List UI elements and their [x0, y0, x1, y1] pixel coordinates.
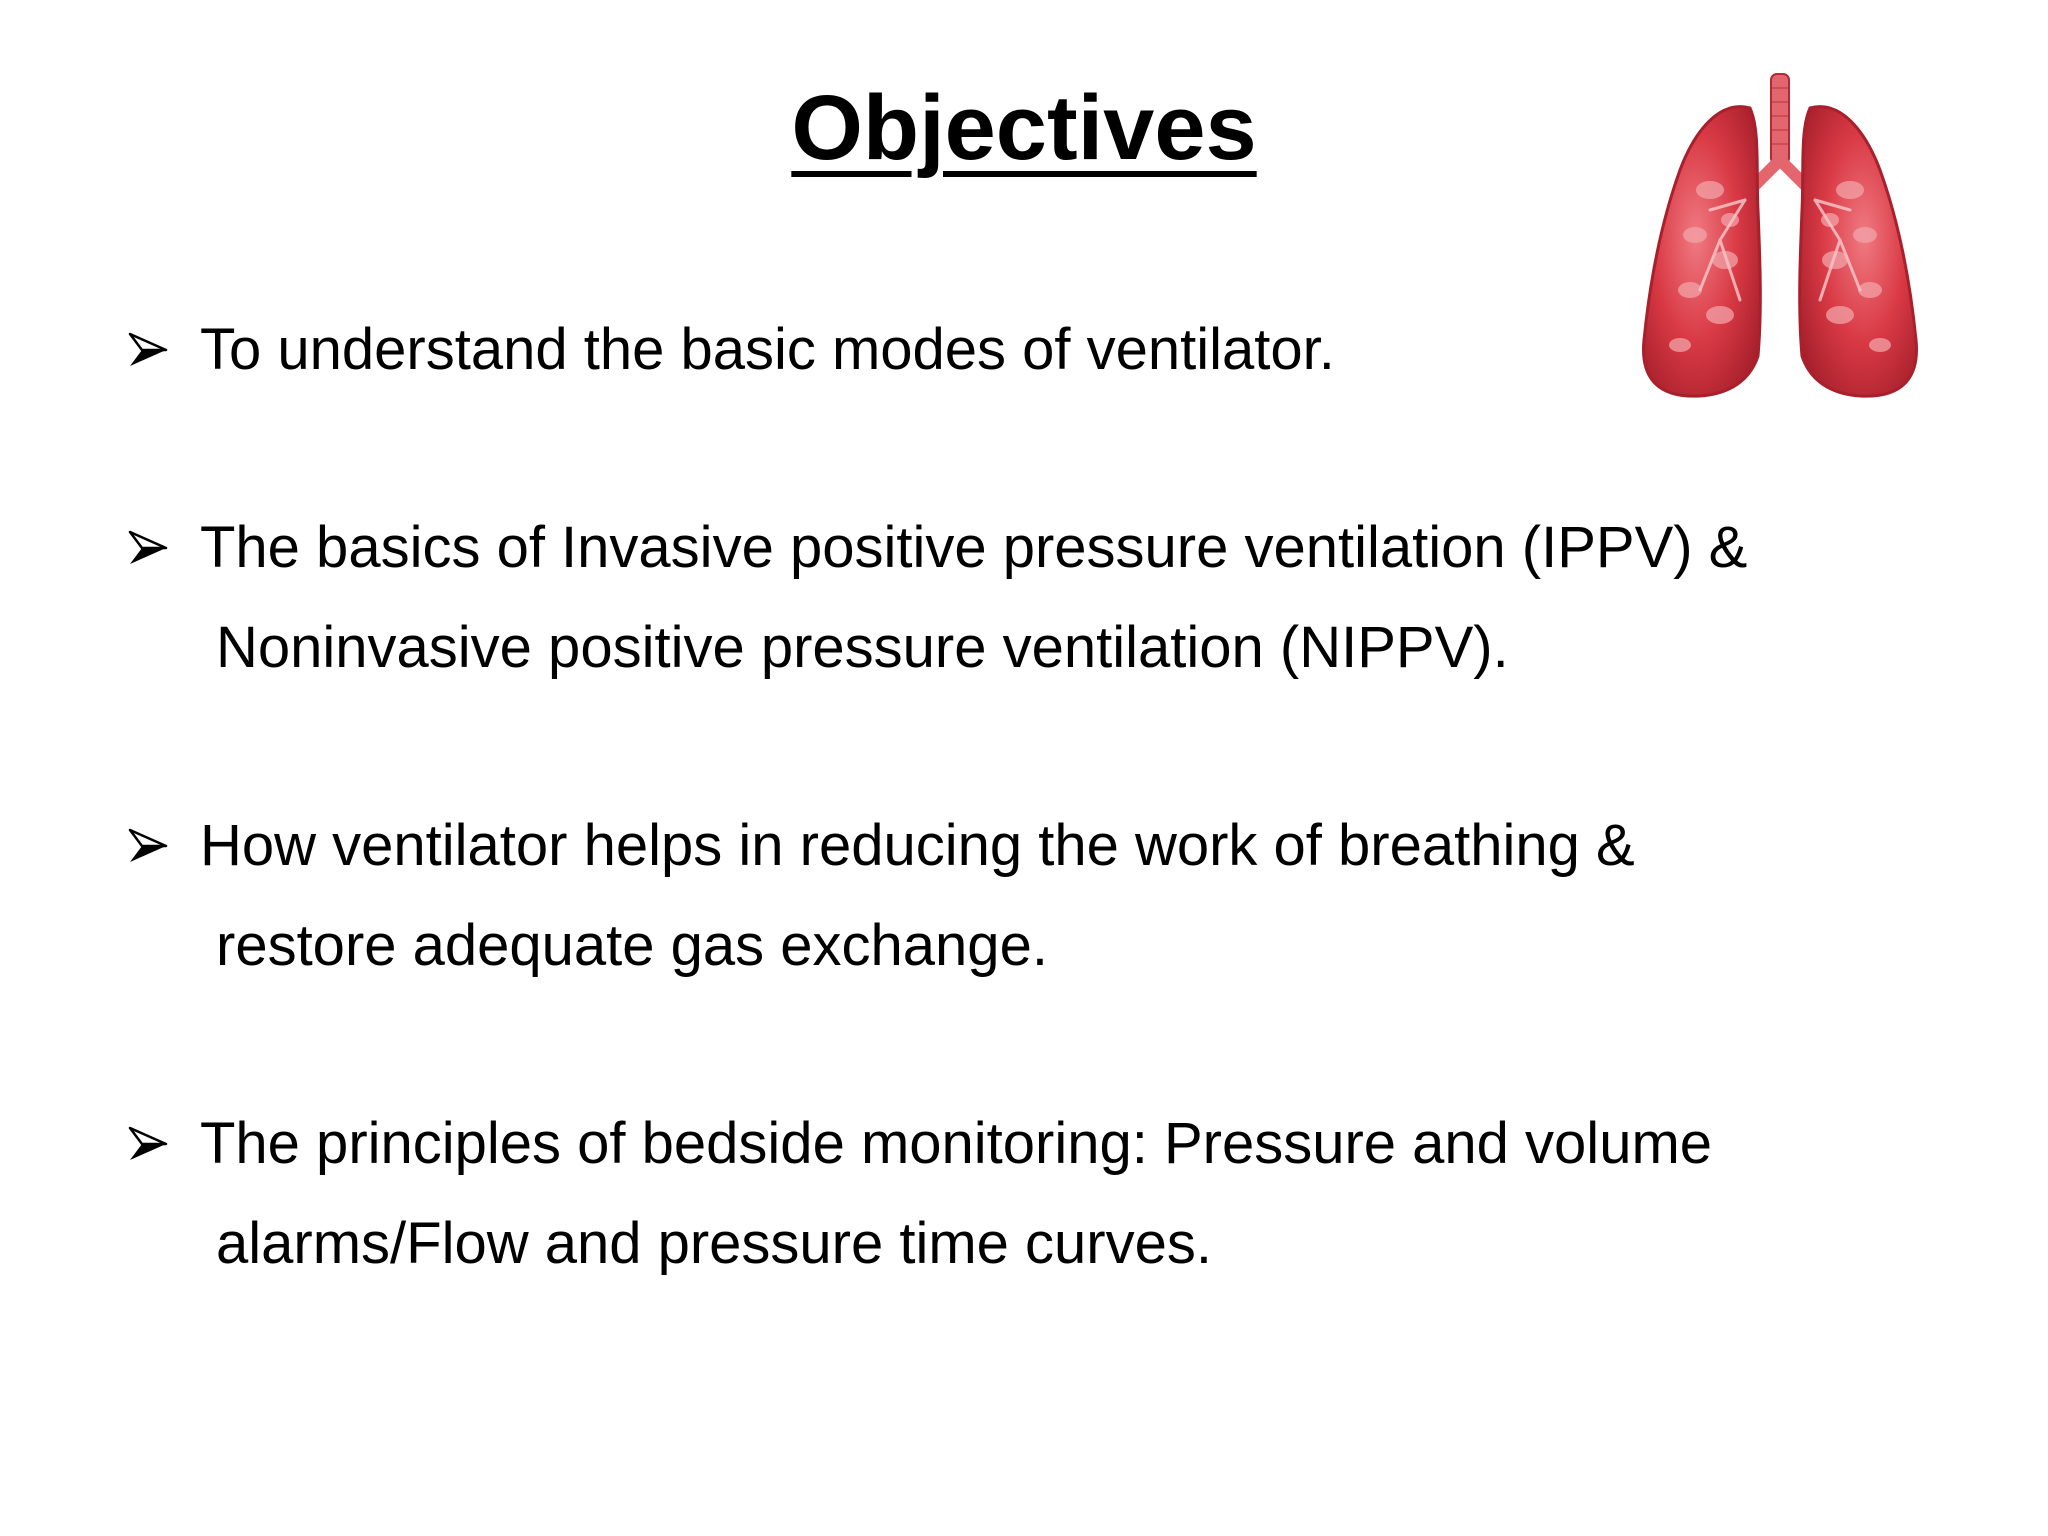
bullet-line-1: To understand the basic modes of ventilator.	[200, 317, 1335, 382]
arrowhead-bullet-icon	[128, 332, 168, 368]
arrowhead-bullet-icon	[128, 1126, 168, 1162]
bullet-line-2: Noninvasive positive pressure ventilation (NIPPV).	[216, 615, 1509, 680]
bullet-line-1: The basics of Invasive positive pressure ventilation (IPPV) &	[200, 515, 1748, 580]
bullet-line-1: How ventilator helps in reducing the work of breathing &	[200, 813, 1635, 878]
bullet-line-2: alarms/Flow and pressure time curves.	[216, 1211, 1212, 1276]
bullet-line-1: The principles of bedside monitoring: Pressure and volume	[200, 1111, 1713, 1176]
list-item	[128, 498, 1888, 698]
page-title: Objectives	[791, 77, 1257, 179]
list-item	[128, 300, 1888, 400]
bullet-line-2: restore adequate gas exchange.	[216, 913, 1048, 978]
list-item	[128, 1094, 1888, 1294]
objectives-list	[128, 300, 1888, 1294]
arrowhead-bullet-icon	[128, 530, 168, 566]
arrowhead-bullet-icon	[128, 828, 168, 864]
list-item	[128, 796, 1888, 996]
